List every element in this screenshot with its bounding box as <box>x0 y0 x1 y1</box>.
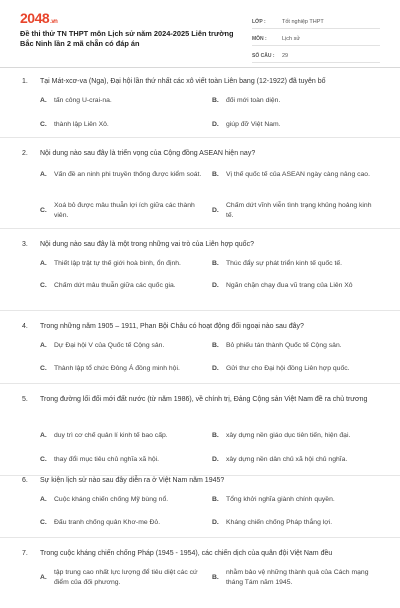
question-stem <box>22 76 380 87</box>
option-letter: C. <box>40 365 47 373</box>
answer-option-d[interactable] <box>212 201 384 220</box>
option-letter: A. <box>40 432 47 440</box>
option-letter: B. <box>212 171 219 179</box>
logo-suffix: .vn <box>50 19 58 25</box>
answer-option-b[interactable] <box>212 170 384 180</box>
question-6 <box>0 475 400 538</box>
question-stem <box>22 148 380 159</box>
option-letter: C. <box>40 456 47 464</box>
question-number: 7. <box>22 550 28 557</box>
answer-option-c[interactable] <box>40 201 208 220</box>
question-number: 3. <box>22 241 28 248</box>
answer-option-d[interactable] <box>212 518 384 528</box>
meta-row-subject <box>252 29 380 46</box>
exam-title: Đề thi thử TN THPT môn Lịch sử năm 2024-2025 Liên trường Bắc Ninh lần 2 mã chẵn có đáp án <box>20 29 234 48</box>
option-letter: D. <box>212 365 219 373</box>
option-text: Xoá bỏ được mâu thuẫn lợi ích giữa các thành viên. <box>54 202 195 219</box>
option-text: Vị thế quốc tế của ASEAN ngày càng nâng cao. <box>226 171 370 179</box>
option-letter: D. <box>212 456 219 464</box>
option-letter: B. <box>212 432 219 440</box>
option-letter: C. <box>40 519 47 527</box>
option-text: Bỏ phiếu tán thành Quốc tế Cộng sản. <box>226 342 342 350</box>
question-text: Tại Mát-xcơ-va (Nga), Đại hội lần thứ nhất các xô viết toàn Liên bang (12-1922) đã tuyên bố <box>40 78 326 85</box>
option-text: Gửi thư cho Đại hội đồng Liên hợp quốc. <box>226 365 350 373</box>
option-letter: C. <box>40 121 47 129</box>
option-text: Thành lập tổ chức Đông Á đồng minh hội. <box>54 365 180 373</box>
option-text: đối mới toàn diện. <box>226 97 281 105</box>
option-text: xây dựng nền dân chủ xã hội chủ nghĩa. <box>226 456 348 464</box>
question-stem <box>22 475 380 486</box>
question-stem <box>22 548 380 559</box>
question-stem <box>22 394 380 405</box>
question-number: 5. <box>22 396 28 403</box>
question-text: Sự kiện lịch sử nào sau đây diễn ra ở Việt Nam năm 1945? <box>40 477 225 484</box>
option-text: tập trung cao nhất lực lượng để tiêu diệt các cứ điểm của đối phương. <box>54 569 198 586</box>
answer-option-d[interactable] <box>212 120 384 130</box>
answer-option-b[interactable] <box>212 568 384 587</box>
question-4 <box>0 321 400 384</box>
option-letter: B. <box>212 260 219 268</box>
meta-label: SỐ CÂU : <box>252 53 275 59</box>
option-letter: B. <box>212 573 219 581</box>
option-letter: A. <box>40 171 47 179</box>
answer-option-d[interactable] <box>212 364 384 374</box>
meta-value: Tốt nghiệp THPT <box>282 19 324 25</box>
option-text: nhằm bảo vệ những thành quả của Cách mạng tháng Tám năm 1945. <box>226 569 369 586</box>
question-stem <box>22 321 380 332</box>
answer-option-c[interactable] <box>40 120 208 130</box>
option-letter: B. <box>212 496 219 504</box>
meta-label: LỚP : <box>252 19 266 25</box>
answer-option-a[interactable] <box>40 495 208 505</box>
option-text: Tổng khởi nghĩa giành chính quyền. <box>226 496 335 504</box>
option-letter: D. <box>212 121 219 129</box>
question-stem <box>22 239 380 250</box>
option-text: Thiết lập trật tự thế giới hoà bình, ổn định. <box>54 260 181 268</box>
answer-option-c[interactable] <box>40 455 208 465</box>
exam-meta <box>252 12 380 63</box>
answer-option-a[interactable] <box>40 341 208 351</box>
question-1 <box>0 76 400 138</box>
option-letter: C. <box>40 282 47 290</box>
option-letter: A. <box>40 573 47 581</box>
question-text: Trong những năm 1905 – 1911, Phan Bội Châu có hoạt động đối ngoại nào sau đây? <box>40 323 304 330</box>
logo-text: 2048 <box>20 10 50 26</box>
answer-option-a[interactable] <box>40 568 208 587</box>
option-text: duy trì cơ chế quản lí kinh tế bao cấp. <box>54 432 168 440</box>
question-number: 6. <box>22 477 28 484</box>
option-text: Kháng chiến chống Pháp thắng lợi. <box>226 519 333 527</box>
option-text: Vấn đề an ninh phi truyền thống được kiểm soát. <box>54 171 202 179</box>
question-number: 2. <box>22 150 28 157</box>
option-text: thay đổi mục tiêu chủ nghĩa xã hội. <box>54 456 160 464</box>
option-letter: A. <box>40 342 47 350</box>
question-7 <box>0 548 400 608</box>
answer-option-a[interactable] <box>40 431 208 441</box>
exam-header <box>0 0 400 68</box>
site-logo[interactable] <box>20 10 57 26</box>
answer-option-b[interactable] <box>212 341 384 351</box>
question-2 <box>0 148 400 229</box>
question-text: Nội dung nào sau đây là một trong những vai trò của Liên hợp quốc? <box>40 241 254 248</box>
option-text: Đấu tranh chống quân Khơ-me Đỏ. <box>54 519 161 527</box>
answer-option-d[interactable] <box>212 455 384 465</box>
option-letter: A. <box>40 97 47 105</box>
answer-option-c[interactable] <box>40 518 208 528</box>
option-letter: B. <box>212 342 219 350</box>
option-text: Cuộc kháng chiến chống Mỹ bùng nổ. <box>54 496 169 504</box>
option-text: Chấm dứt vĩnh viễn tình trạng khủng hoảng kinh tế. <box>226 202 372 219</box>
option-text: xây dựng nền giáo dục tiên tiến, hiện đại. <box>226 432 351 440</box>
option-letter: D. <box>212 519 219 527</box>
answer-option-b[interactable] <box>212 431 384 441</box>
option-text: Ngăn chặn chạy đua vũ trang của Liên Xô <box>226 282 353 290</box>
question-number: 4. <box>22 323 28 330</box>
option-text: Thúc đẩy sự phát triển kinh tế quốc tế. <box>226 260 343 268</box>
question-text: Nội dung nào sau đây là triển vọng của Cộng đồng ASEAN hiện nay? <box>40 150 256 157</box>
answer-option-a[interactable] <box>40 170 208 180</box>
option-letter: A. <box>40 496 47 504</box>
meta-row-class <box>252 12 380 29</box>
question-3 <box>0 239 400 311</box>
option-letter: B. <box>212 97 219 105</box>
answer-option-a[interactable] <box>40 259 208 269</box>
meta-label: MÔN : <box>252 36 267 42</box>
option-text: tấn công U-crai-na. <box>54 97 112 105</box>
question-number: 1. <box>22 78 28 85</box>
question-text: Trong đường lối đối mới đất nước (từ năm 1986), về chính trị, Đảng Cộng sản Việt Nam đề ra chủ trương <box>40 396 368 403</box>
answer-option-c[interactable] <box>40 364 208 374</box>
answer-option-d[interactable] <box>212 281 384 291</box>
option-letter: A. <box>40 260 47 268</box>
answer-option-c[interactable] <box>40 281 208 291</box>
option-letter: C. <box>40 206 47 214</box>
option-text: Dự Đại hội V của Quốc tế Cộng sản. <box>54 342 165 350</box>
option-letter: D. <box>212 206 219 214</box>
question-text: Trong cuộc kháng chiến chống Pháp (1945 - 1954), các chiến dịch của quân đội Việt Nam đều <box>40 550 333 557</box>
answer-option-b[interactable] <box>212 495 384 505</box>
answer-option-a[interactable] <box>40 96 208 106</box>
question-5 <box>0 394 400 476</box>
option-letter: D. <box>212 282 219 290</box>
meta-value: Lịch sử <box>282 36 301 42</box>
meta-value: 29 <box>282 53 289 59</box>
option-text: giúp đỡ Việt Nam. <box>226 121 281 129</box>
answer-option-b[interactable] <box>212 259 384 269</box>
meta-row-count <box>252 46 380 63</box>
answer-option-b[interactable] <box>212 96 384 106</box>
option-text: Chấm dứt mâu thuẫn giữa các quốc gia. <box>54 282 176 290</box>
option-text: thành lập Liên Xô. <box>54 121 109 129</box>
